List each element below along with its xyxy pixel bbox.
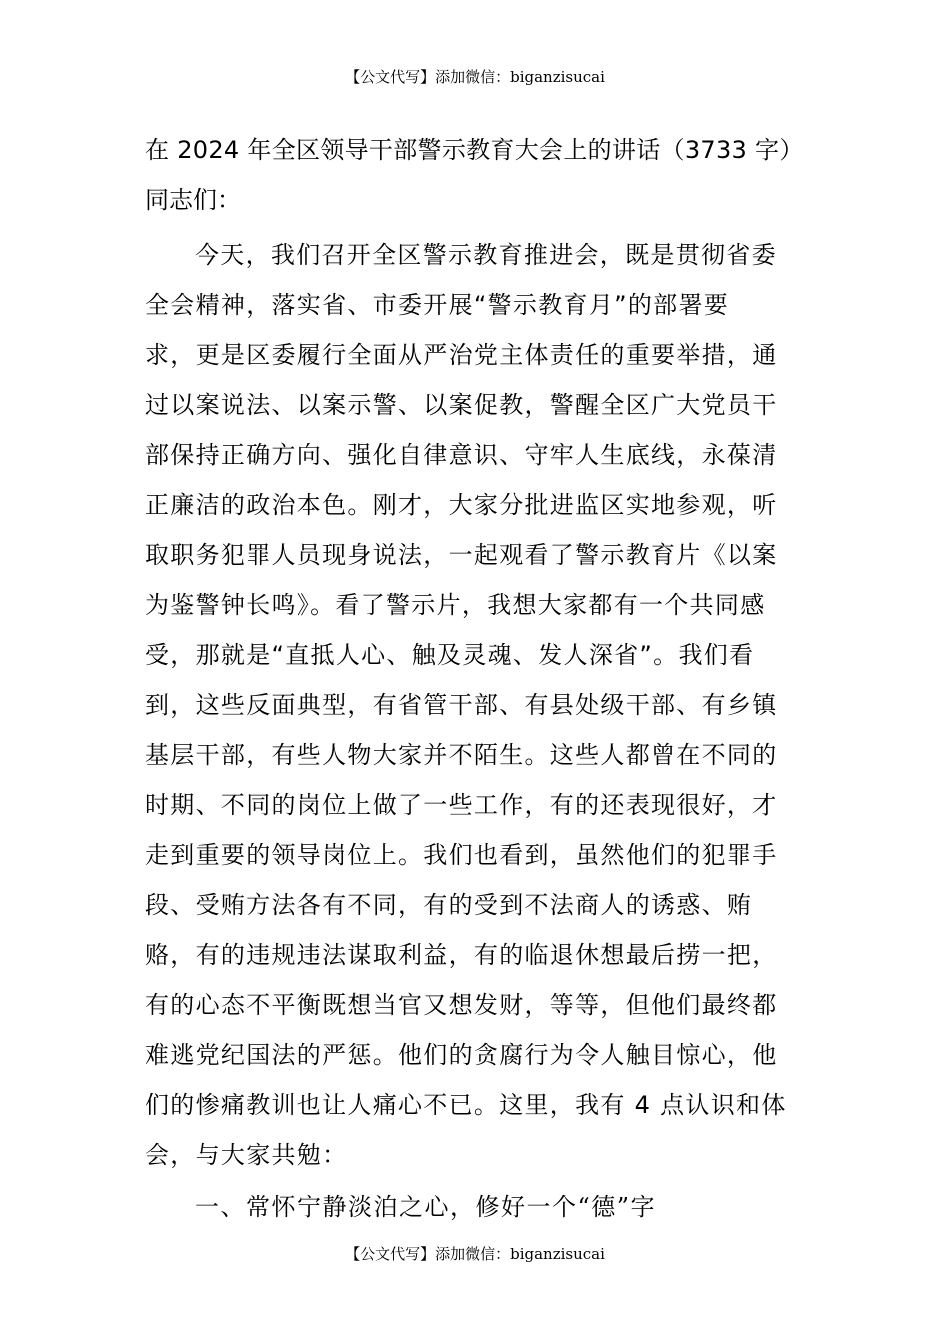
paragraph-line: 有的心态不平衡既想当官又想发财，等等，但他们最终都 [145, 991, 778, 1019]
paragraph-line: 部保持正确方向、强化自律意识、守牢人生底线，永葆清 [145, 441, 778, 469]
document-body [145, 132, 810, 1232]
paragraph-line: 会，与大家共勉： [145, 1141, 348, 1169]
paragraph-line: 赂，有的违规违法谋取利益，有的临退休想最后捞一把， [145, 941, 778, 969]
greeting: 同志们： [145, 186, 241, 214]
opening-paragraph [145, 230, 810, 1180]
paragraph-line: 段、受贿方法各有不同，有的受到不法商人的诱惑、贿 [145, 891, 753, 919]
paragraph-line: 过以案说法、以案示警、以案促教，警醒全区广大党员干 [145, 391, 778, 419]
paragraph-line: 们的惨痛教训也让人痛心不已。这里，我有 4 点认识和体 [145, 1091, 787, 1119]
paragraph-line: 走到重要的领导岗位上。我们也看到，虽然他们的犯罪手 [145, 841, 778, 869]
paragraph-line: 正廉洁的政治本色。刚才，大家分批进监区实地参观，听 [145, 491, 778, 519]
page-header-watermark: 【公文代写】添加微信：biganzisucai [345, 68, 605, 86]
paragraph-line: 为鉴警钟长鸣》。看了警示片，我想大家都有一个共同感 [145, 591, 766, 619]
paragraph-line: 基层干部，有些人物大家并不陌生。这些人都曾在不同的 [145, 741, 778, 769]
paragraph-line: 今天，我们召开全区警示教育推进会，既是贯彻省委 [195, 241, 777, 269]
paragraph-line: 取职务犯罪人员现身说法，一起观看了警示教育片《以案 [145, 541, 778, 569]
paragraph-line: 难逃党纪国法的严惩。他们的贪腐行为令人触目惊心，他 [145, 1041, 778, 1069]
paragraph-line: 求，更是区委履行全面从严治党主体责任的重要举措，通 [145, 341, 778, 369]
paragraph-line: 时期、不同的岗位上做了一些工作，有的还表现很好，才 [145, 791, 778, 819]
document-title: 在 2024 年全区领导干部警示教育大会上的讲话（3733 字） [145, 136, 804, 164]
paragraph-line: 全会精神，落实省、市委开展“警示教育月”的部署要 [145, 291, 730, 319]
paragraph-line: 受，那就是“直抵人心、触及灵魂、发人深省”。我们看 [145, 641, 755, 669]
paragraph-line: 到，这些反面典型，有省管干部、有县处级干部、有乡镇 [145, 691, 778, 719]
page-footer-watermark: 【公文代写】添加微信：biganzisucai [345, 1245, 605, 1263]
section-heading: 一、常怀宁静淡泊之心，修好一个“德”字 [195, 1193, 657, 1221]
